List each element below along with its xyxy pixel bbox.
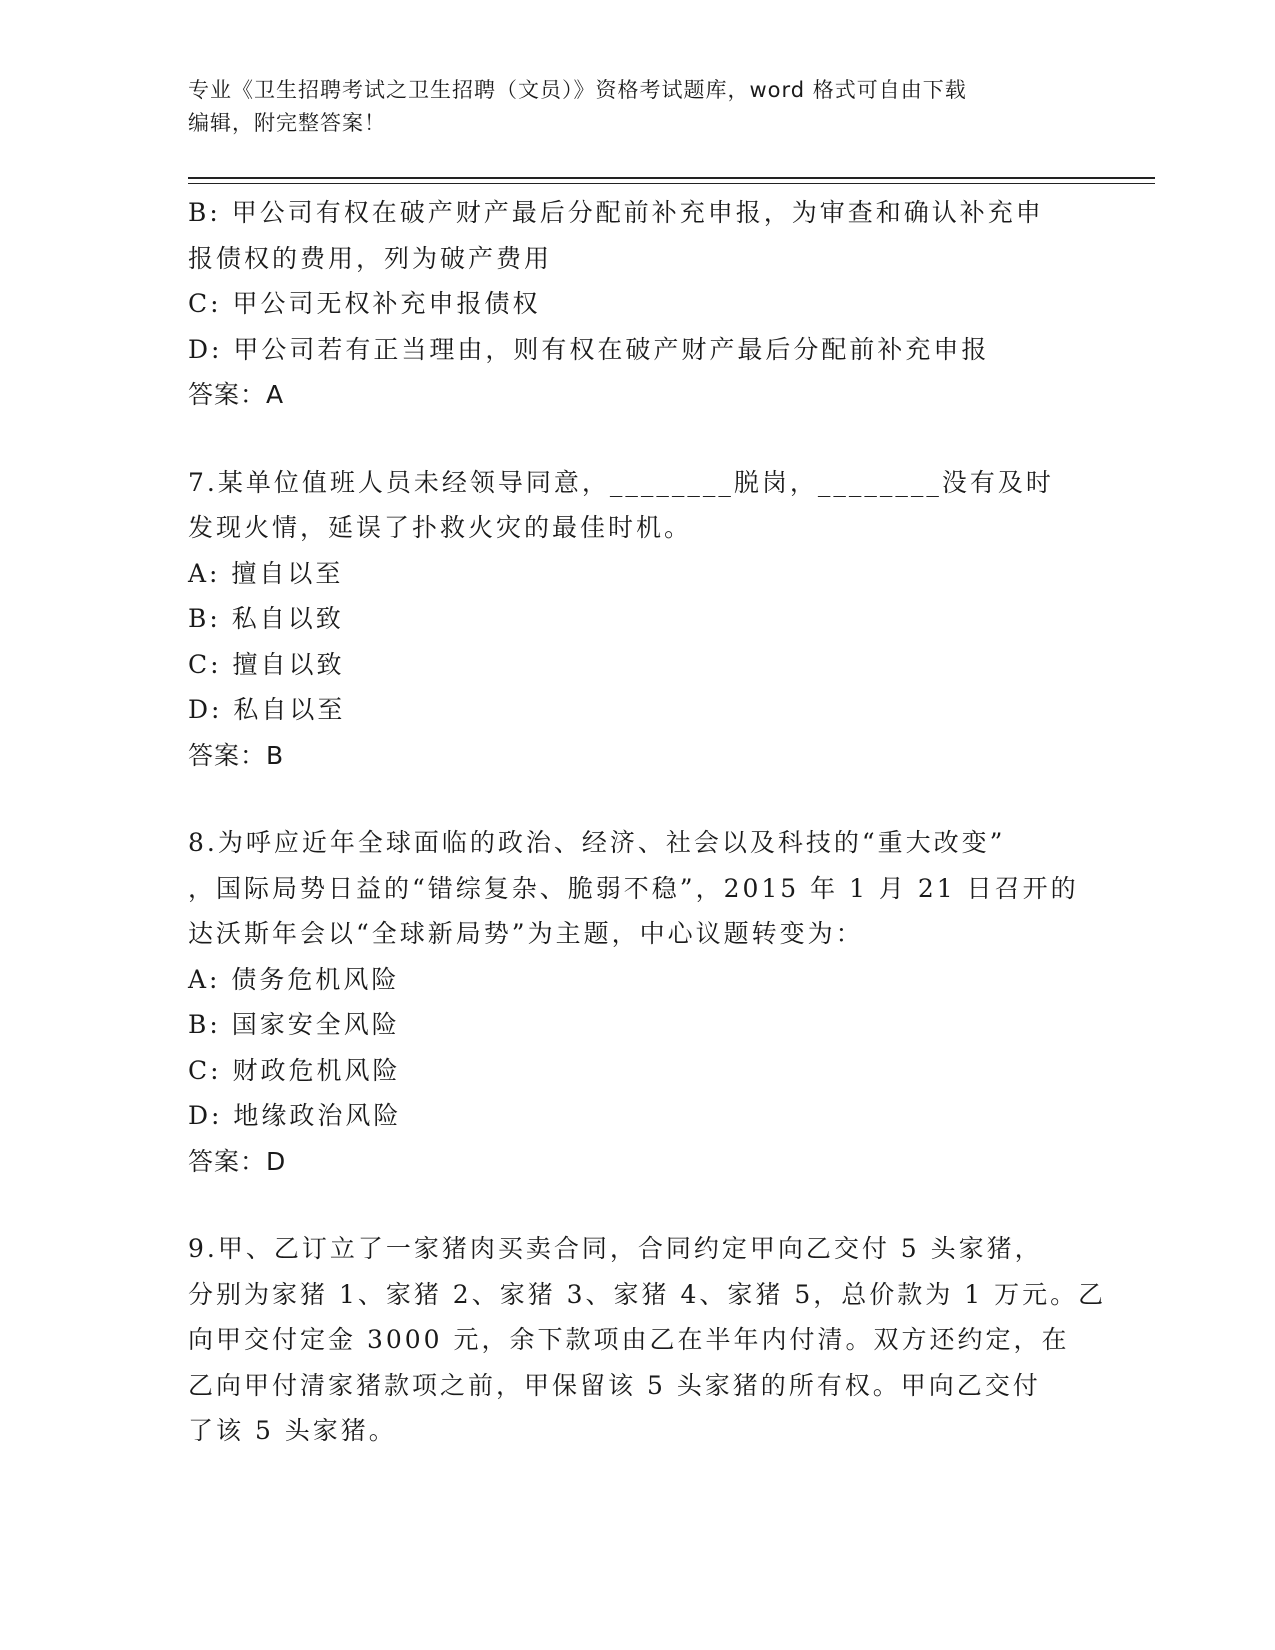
q8-option-b: B: 国家安全风险 [188, 1010, 400, 1039]
q6-option-d: D: 甲公司若有正当理由，则有权在破产财产最后分配前补充申报 [188, 334, 990, 364]
header-rule-thin [188, 183, 1155, 184]
header-line-1: 专业《卫生招聘考试之卫生招聘（文员）》资格考试题库，word 格式可自由下载 [188, 78, 967, 102]
q8-option-d: D: 地缘政治风险 [188, 1101, 402, 1130]
q8-option-c: C: 财政危机风险 [188, 1055, 401, 1085]
q6-answer: 答案：A [188, 380, 285, 409]
question-7 [188, 460, 1088, 779]
question-6-continued [188, 190, 1088, 418]
q9-stem-line-4: 乙向甲付清家猪款项之前，甲保留该 5 头家猪的所有权。甲向乙交付 [188, 1370, 1041, 1400]
q8-answer: 答案：D [188, 1146, 287, 1176]
question-9 [188, 1226, 1107, 1454]
page-header [188, 74, 1088, 140]
document-body [188, 190, 1107, 1454]
q8-stem-line-2: ，国际局势日益的“错综复杂、脆弱不稳”，2015 年 1 月 21 日召开的 [188, 873, 1079, 903]
q7-option-a: A: 擅自以至 [188, 558, 344, 588]
spacer [188, 1184, 1088, 1226]
q7-option-c: C: 擅自以致 [188, 649, 345, 679]
q6-option-c: C: 甲公司无权补充申报债权 [188, 289, 541, 318]
q8-stem-line-1: 8.为呼应近年全球面临的政治、经济、社会以及科技的“重大改变” [188, 828, 1006, 857]
q9-stem-line-5: 了该 5 头家猪。 [188, 1416, 397, 1445]
header-line-2: 编辑，附完整答案！ [188, 111, 386, 135]
q7-stem-line-1: 7.某单位值班人员未经领导同意，________脱岗，________没有及时 [188, 467, 1054, 497]
q9-stem-line-2: 分别为家猪 1、家猪 2、家猪 3、家猪 4、家猪 5，总价款为 1 万元。乙 [188, 1279, 1107, 1309]
q9-stem-line-1: 9.甲、乙订立了一家猪肉买卖合同，合同约定甲向乙交付 5 头家猪， [188, 1234, 1043, 1263]
q8-stem-line-3: 达沃斯年会以“全球新局势”为主题，中心议题转变为： [188, 919, 864, 948]
header-rule-thick [188, 177, 1155, 179]
q8-option-a: A: 债务危机风险 [188, 964, 400, 994]
spacer [188, 418, 1088, 460]
q7-option-b: B: 私自以致 [188, 604, 344, 633]
q6-option-b-line-2: 报债权的费用，列为破产费用 [188, 243, 553, 273]
q7-stem-line-2: 发现火情，延误了扑救火灾的最佳时机。 [188, 513, 693, 542]
q7-option-d: D: 私自以至 [188, 695, 346, 724]
q7-answer: 答案：B [188, 740, 285, 770]
spacer [188, 778, 1088, 820]
q6-option-b-line-1: B: 甲公司有权在破产财产最后分配前补充申报，为审查和确认补充申 [188, 198, 1044, 227]
q9-stem-line-3: 向甲交付定金 3000 元，余下款项由乙在半年内付清。双方还约定，在 [188, 1325, 1070, 1354]
question-8 [188, 820, 1088, 1184]
